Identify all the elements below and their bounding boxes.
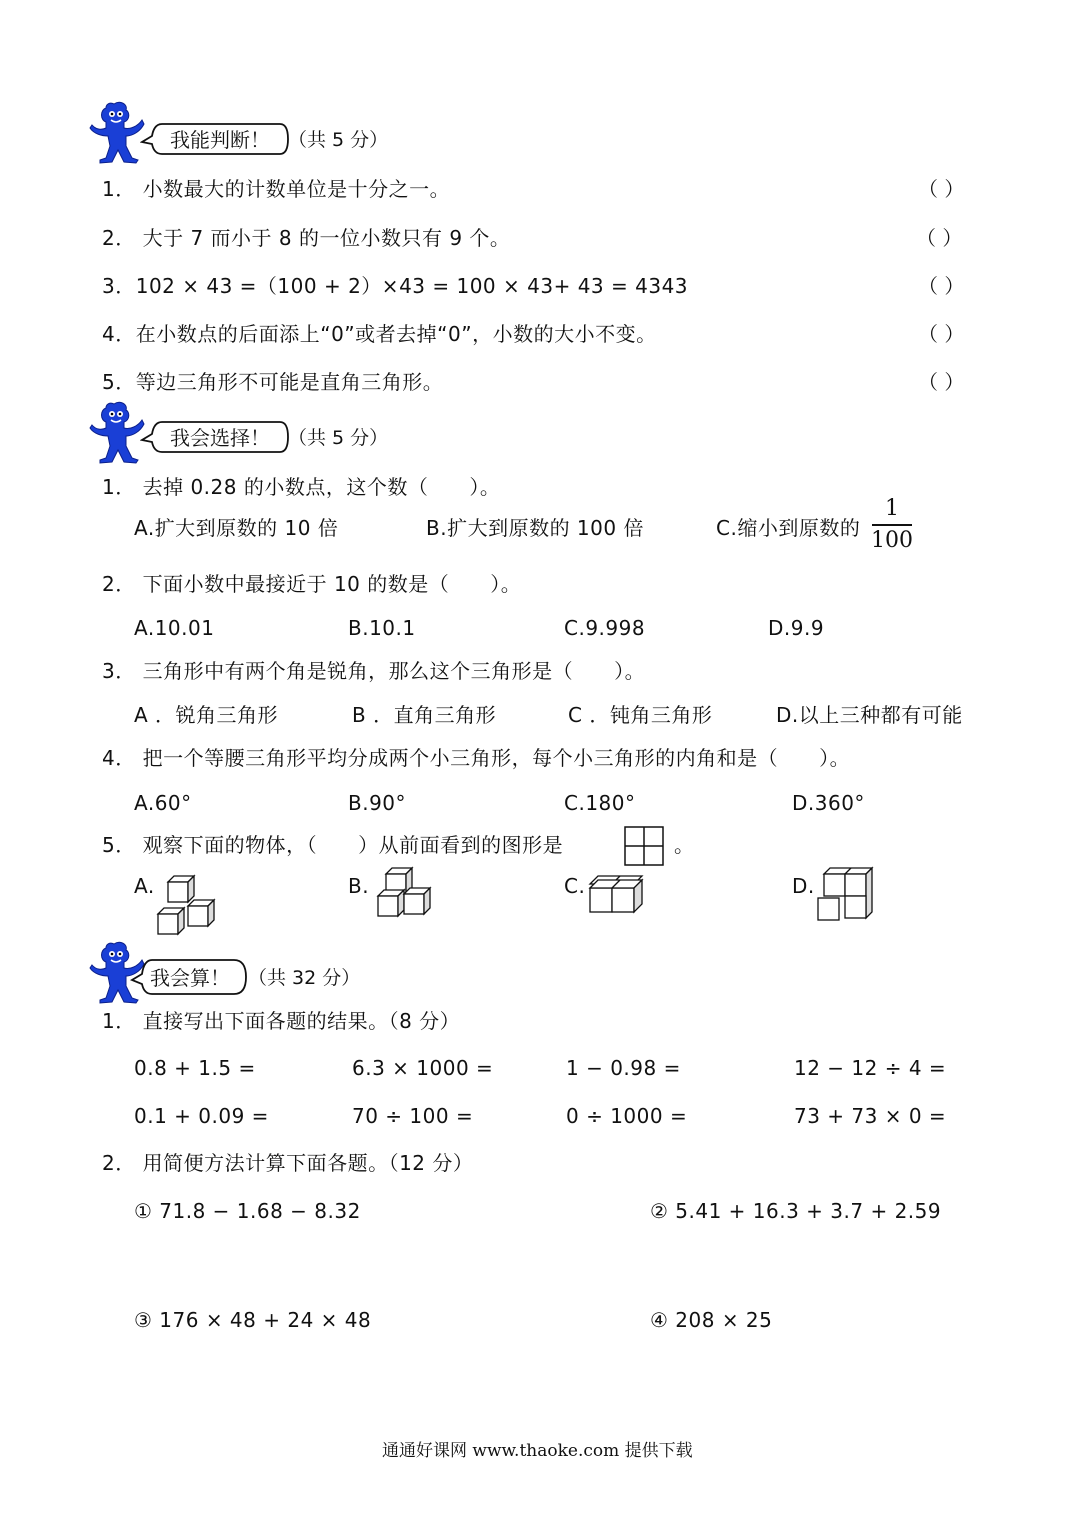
- calc-1-r1c1: 0.8 + 1.5 =: [134, 1056, 256, 1080]
- judge-answer-1[interactable]: （ ）: [918, 177, 965, 201]
- judge-answer-3[interactable]: （ ）: [918, 274, 965, 298]
- choice-option-3b[interactable]: B ．直角三角形: [352, 703, 497, 727]
- calc-1-r2c2: 70 ÷ 100 =: [352, 1104, 474, 1128]
- fraction-one-hundredth: [870, 496, 914, 554]
- calc-question-1: 1． 直接写出下面各题的结果。（8 分）: [102, 1009, 461, 1033]
- choice-option-2b[interactable]: B.10.1: [348, 616, 416, 640]
- choice-question-3: 3． 三角形中有两个角是锐角，那么这个三角形是（ ）。: [102, 659, 646, 683]
- judge-item-2: 2． 大于 7 而小于 8 的一位小数只有 9 个。: [102, 226, 511, 250]
- section-title-judge: 我能判断！: [170, 128, 270, 152]
- choice-option-2a[interactable]: A.10.01: [134, 616, 215, 640]
- choice-option-5c[interactable]: C.: [564, 874, 586, 898]
- fraction-bar: [872, 524, 912, 526]
- cube-stack-d-icon: [814, 866, 878, 926]
- judge-item-1: 1． 小数最大的计数单位是十分之一。: [102, 177, 451, 201]
- fraction-denominator: 100: [871, 528, 913, 553]
- calc-2-item-1: ① 71.8 − 1.68 − 8.32: [134, 1199, 361, 1223]
- cube-stack-a-icon: [154, 874, 224, 940]
- section-title-calc: 我会算！: [150, 966, 230, 990]
- choice-option-4c[interactable]: C.180°: [564, 791, 636, 815]
- footer-credit: 通通好课网 www.thaoke.com 提供下载: [382, 1441, 693, 1461]
- choice-question-1: 1． 去掉 0.28 的小数点，这个数（ ）。: [102, 475, 501, 499]
- judge-item-5: 5．等边三角形不可能是直角三角形。: [102, 370, 444, 394]
- mascot-icon: [84, 100, 146, 164]
- choice-option-5d[interactable]: D.: [792, 874, 815, 898]
- front-view-grid-icon: [624, 826, 664, 866]
- choice-option-4b[interactable]: B.90°: [348, 791, 407, 815]
- choice-option-1a[interactable]: A.扩大到原数的 10 倍: [134, 516, 339, 540]
- calc-2-item-4: ④ 208 × 25: [650, 1308, 773, 1332]
- choice-option-5a[interactable]: A.: [134, 874, 155, 898]
- calc-1-r2c3: 0 ÷ 1000 =: [566, 1104, 688, 1128]
- choice-question-5-end: 。: [674, 833, 695, 857]
- choice-option-2c[interactable]: C.9.998: [564, 616, 646, 640]
- judge-answer-2[interactable]: （ ）: [916, 226, 963, 250]
- calc-1-r1c2: 6.3 × 1000 =: [352, 1056, 494, 1080]
- section-score-calc: （共 32 分）: [248, 967, 361, 989]
- calc-2-item-2: ② 5.41 + 16.3 + 3.7 + 2.59: [650, 1199, 942, 1223]
- choice-option-4a[interactable]: A.60°: [134, 791, 192, 815]
- choice-question-5: 5． 观察下面的物体，（ ）从前面看到的图形是: [102, 833, 564, 857]
- judge-answer-5[interactable]: （ ）: [918, 370, 965, 394]
- judge-answer-4[interactable]: （ ）: [918, 322, 965, 346]
- calc-1-r2c1: 0.1 + 0.09 =: [134, 1104, 269, 1128]
- section-title-choose: 我会选择！: [170, 426, 270, 450]
- choice-option-3a[interactable]: A ．锐角三角形: [134, 703, 279, 727]
- choice-option-1c[interactable]: C.缩小到原数的: [716, 516, 861, 540]
- choice-question-2: 2． 下面小数中最接近于 10 的数是（ ）。: [102, 572, 522, 596]
- fraction-numerator: 1: [885, 496, 899, 521]
- section-score-choose: （共 5 分）: [288, 427, 389, 449]
- calc-1-r2c4: 73 + 73 × 0 =: [794, 1104, 947, 1128]
- choice-option-3c[interactable]: C ．钝角三角形: [568, 703, 713, 727]
- calc-2-item-3: ③ 176 × 48 + 24 × 48: [134, 1308, 372, 1332]
- choice-option-1b[interactable]: B.扩大到原数的 100 倍: [426, 516, 644, 540]
- cube-stack-b-icon: [372, 866, 438, 922]
- choice-question-4: 4． 把一个等腰三角形平均分成两个小三角形，每个小三角形的内角和是（ ）。: [102, 746, 851, 770]
- calc-1-r1c3: 1 − 0.98 =: [566, 1056, 681, 1080]
- section-score-judge: （共 5 分）: [288, 129, 389, 151]
- choice-option-3d[interactable]: D.以上三种都有可能: [776, 703, 963, 727]
- judge-item-3: 3．102 × 43 =（100 + 2）×43 = 100 × 43+ 43 = 4343: [102, 274, 689, 298]
- calc-1-r1c4: 12 − 12 ÷ 4 =: [794, 1056, 947, 1080]
- choice-option-2d[interactable]: D.9.9: [768, 616, 825, 640]
- cube-stack-c-icon: [586, 874, 648, 916]
- choice-option-4d[interactable]: D.360°: [792, 791, 865, 815]
- calc-question-2: 2． 用简便方法计算下面各题。（12 分）: [102, 1151, 474, 1175]
- choice-option-5b[interactable]: B.: [348, 874, 370, 898]
- judge-item-4: 4．在小数点的后面添上“0”或者去掉“0”，小数的大小不变。: [102, 322, 657, 346]
- mascot-icon: [84, 400, 146, 464]
